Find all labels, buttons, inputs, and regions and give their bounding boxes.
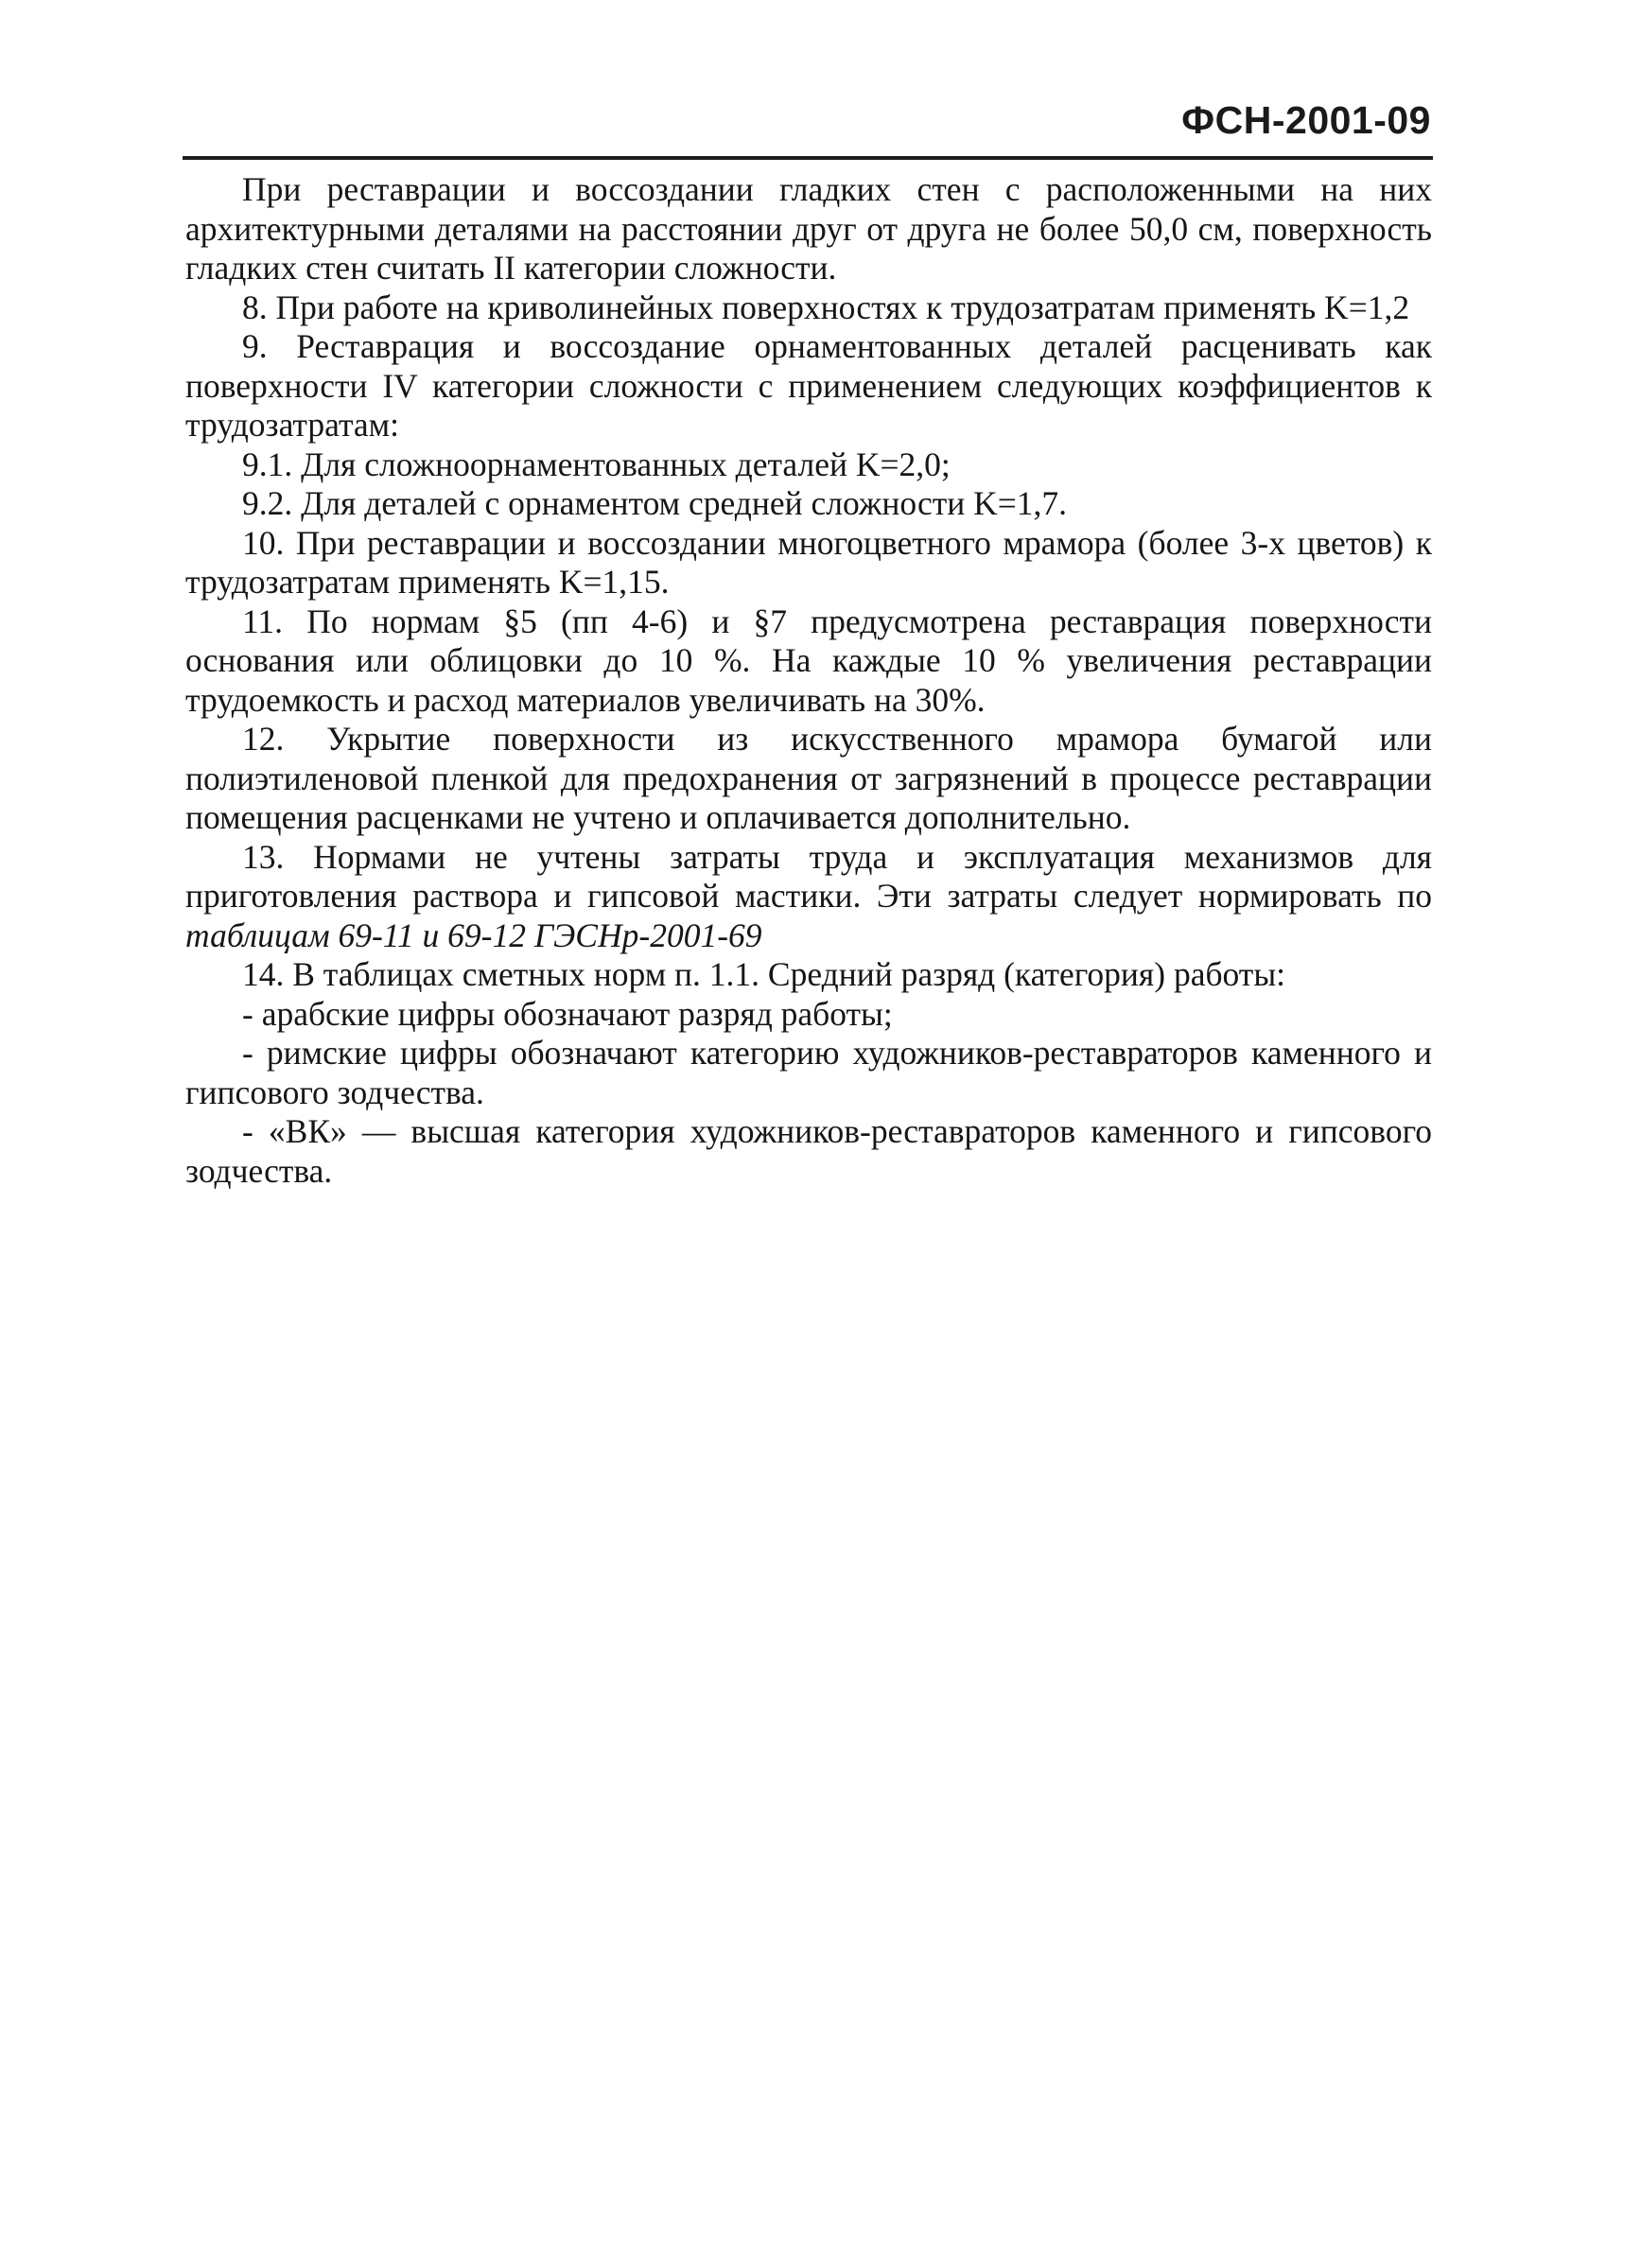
paragraph-14: 14. В таблицах сметных норм п. 1.1. Средний разряд (категория) работы: <box>242 955 1286 993</box>
paragraph-intro: При реставрации и воссоздании гладких стен с расположенными на них архитектурными деталями на расстоянии друг от друга не более 50,0 см, поверхность гладких стен считать II категории сложности. <box>185 170 1432 287</box>
paragraph-9: 9. Реставрация и воссоздание орнаментованных деталей расценивать как поверхности IV категории сложности с применением следующих коэффициентов к трудозатратам: <box>185 327 1432 444</box>
paragraph-9-1: 9.1. Для сложноорнаментованных деталей K=2,0; <box>242 445 951 483</box>
paragraph-8: 8. При работе на криволинейных поверхностях к трудозатратам применять K=1,2 <box>242 288 1410 326</box>
paragraph-13-table-reference: таблицам 69-11 и 69-12 ГЭСНр-2001-69 <box>185 916 762 954</box>
paragraph-10: 10. При реставрации и воссоздании многоцветного мрамора (более 3-х цветов) к трудозатратам применять K=1,15. <box>185 523 1432 601</box>
paragraph-13 <box>185 838 1432 956</box>
paragraph-12: 12. Укрытие поверхности из искусственного мрамора бумагой или полиэтиленовой пленкой для предохранения от загрязнений в процессе реставрации помещения расценками не учтено и оплачивается дополнительно. <box>185 720 1432 836</box>
header-rule <box>183 156 1433 160</box>
paragraph-14-arabic: - арабские цифры обозначают разряд работы; <box>242 994 893 1033</box>
paragraph-9-2: 9.2. Для деталей с орнаментом средней сложности K=1,7. <box>242 484 1068 522</box>
paragraph-13-text: 13. Нормами не учтены затраты труда и эксплуатация механизмов для приготовления раствора и гипсовой мастики. Эти затраты следует нормировать по <box>185 837 1432 915</box>
document-code: ФСН-2001-09 <box>1181 98 1431 142</box>
paragraph-11: 11. По нормам §5 (пп 4-6) и §7 предусмотрена реставрация поверхности основания или облицовки до 10 %. На каждые 10 % увеличения реставрации трудоемкость и расход материалов увеличивать на 30%. <box>185 602 1432 719</box>
document-body <box>185 170 1432 1191</box>
paragraph-14-vk: - «ВК» — высшая категория художников-реставраторов каменного и гипсового зодчества. <box>185 1112 1432 1190</box>
paragraph-14-roman: - римские цифры обозначают категорию художников-реставраторов каменного и гипсового зодчества. <box>185 1034 1432 1111</box>
